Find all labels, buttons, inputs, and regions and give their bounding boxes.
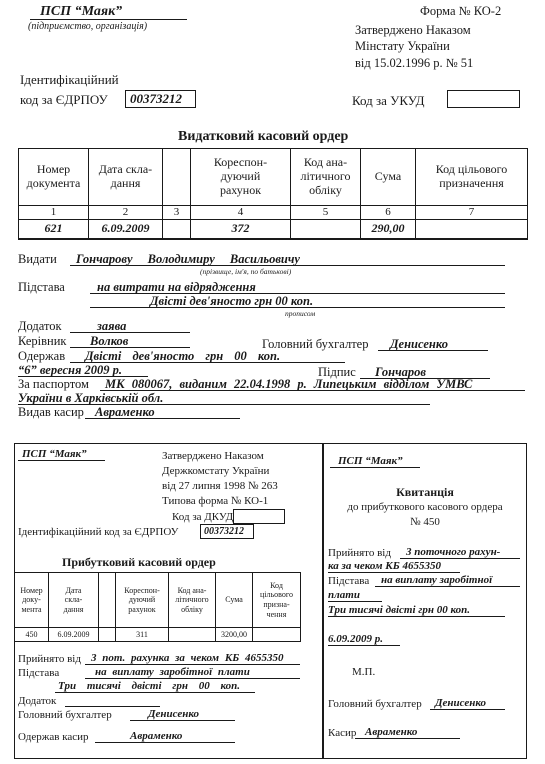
chief-accountant-label: Головний бухгалтер <box>328 698 422 710</box>
approval-line-2: Держкомстату України <box>162 465 270 477</box>
chief-accountant-value: Денисенко <box>390 337 448 351</box>
date-value: “6” вересня 2009 р. <box>18 363 123 377</box>
org-name: ПСП “Маяк” <box>22 448 87 460</box>
chief-accountant-value: Денисенко <box>148 708 200 720</box>
ukud-code-box <box>447 90 520 108</box>
amount-words-value: Три тисячі двісті грн 00 коп. <box>328 604 470 616</box>
cashier-label: Касир <box>328 727 357 739</box>
basis-label: Підстава <box>18 667 60 679</box>
edrpou-code: 00373212 <box>130 91 182 106</box>
received-from-value-1: 3 поточного рахун- <box>406 546 501 558</box>
passport-label: За паспортом <box>18 377 89 391</box>
column-number: 3 <box>163 206 191 220</box>
column-number: 1 <box>19 206 89 220</box>
dkud-label: Код за ДКУД <box>172 511 234 523</box>
approval-line-1: Затверджено Наказом <box>355 23 471 37</box>
director-line <box>70 334 190 348</box>
table-header-cell: Код цільового призначення <box>416 149 528 206</box>
org-name-line <box>330 455 420 468</box>
basis-value: на виплату заробітної плати <box>95 666 250 678</box>
edrpou-label: Ідентифікаційний код за ЄДРПОУ <box>18 526 179 538</box>
table-header-cell: Дата скла- дання <box>49 573 99 628</box>
table-header-row <box>19 149 528 206</box>
director-label: Керівник <box>18 334 67 348</box>
cashier-value: Авраменко <box>95 405 155 419</box>
table-row <box>19 220 528 239</box>
chief-accountant-line <box>378 337 488 351</box>
amount-words-line <box>90 294 505 308</box>
basis-line <box>90 280 505 294</box>
table-header-cell: Код ана- літичного обліку <box>291 149 361 206</box>
approval-line-4: Типова форма № КО-1 <box>162 495 269 507</box>
basis-value-2: плати <box>328 589 360 601</box>
table-header-cell: Кореспон- дуючий рахунок <box>116 573 169 628</box>
chief-accountant-line <box>130 708 235 721</box>
received-label: Одержав <box>18 349 66 363</box>
table-cell <box>99 628 116 642</box>
table-cell <box>253 628 301 642</box>
document-title: Прибутковий касовий ордер <box>62 555 216 569</box>
table-header-cell: Номер доку- мента <box>15 573 49 628</box>
column-number: 6 <box>361 206 416 220</box>
basis-line <box>375 574 520 587</box>
received-from-value: 3 пот. рахунка за чеком КБ 4655350 <box>91 652 284 664</box>
passport-line <box>100 377 525 391</box>
received-value: Двісті дев'яносто грн 00 коп. <box>85 349 281 363</box>
income-order-table <box>14 572 301 642</box>
table-header-cell: Код цільового призна- чення <box>253 573 301 628</box>
table-cell <box>291 220 361 239</box>
id-label-2: код за ЄДРПОУ <box>20 92 108 107</box>
form-number: Форма № КО-2 <box>420 4 502 18</box>
receipt-title: Квитанція <box>396 485 454 499</box>
column-number: 2 <box>89 206 163 220</box>
date-line <box>328 633 400 646</box>
cashier-line <box>85 405 240 419</box>
received-from-label: Прийнято від <box>18 653 81 665</box>
table-cell <box>163 220 191 239</box>
basis-value-1: на виплату заробітної <box>381 574 493 586</box>
table-cell: 372 <box>191 220 291 239</box>
id-label-1: Ідентифікаційний <box>20 72 119 87</box>
org-name-line <box>18 448 105 461</box>
pay-to-line <box>70 252 505 266</box>
chief-accountant-line <box>430 697 505 710</box>
amount-caption: прописом <box>285 309 316 318</box>
amount-words-value: Три тисячі двісті грн 00 коп. <box>58 680 240 692</box>
cashier-line <box>355 726 460 739</box>
date-value: 6.09.2009 р. <box>328 633 383 645</box>
passport-value-2: України в Харківській обл. <box>18 391 164 405</box>
table-cell: 621 <box>19 220 89 239</box>
table-header-cell: Сума <box>361 149 416 206</box>
receipt-number: № 450 <box>410 516 440 528</box>
attachment-line <box>65 694 160 707</box>
director-value: Волков <box>90 334 129 348</box>
received-line <box>70 349 345 363</box>
edrpou-code: 00373212 <box>204 526 244 537</box>
cashier-label: Одержав касир <box>18 731 89 743</box>
pay-to-value: Гончарову Володимиру Васильовичу <box>76 252 300 266</box>
table-header-cell: Кореспон- дуючий рахунок <box>191 149 291 206</box>
column-number: 4 <box>191 206 291 220</box>
passport-line-2 <box>18 391 430 405</box>
received-from-line <box>400 546 520 559</box>
column-number: 7 <box>416 206 528 220</box>
pay-to-caption: (прізвище, ім'я, по батькові) <box>200 267 292 276</box>
cashier-label: Видав касир <box>18 405 84 419</box>
table-header-cell <box>99 573 116 628</box>
receipt-subtitle: до прибуткового касового ордера <box>347 501 503 513</box>
basis-value: на витрати на відрядження <box>97 280 256 294</box>
tear-off-divider <box>322 443 324 759</box>
cashier-line <box>95 730 235 743</box>
expense-order-table <box>18 148 528 240</box>
dkud-code-box <box>233 509 285 524</box>
table-header-cell: Дата скла- дання <box>89 149 163 206</box>
table-header-row <box>15 573 301 628</box>
chief-accountant-label: Головний бухгалтер <box>18 709 112 721</box>
approval-line-3: від 15.02.1996 р. № 51 <box>355 56 474 70</box>
column-number: 5 <box>291 206 361 220</box>
table-row <box>15 628 301 642</box>
date-line <box>18 363 148 377</box>
table-header-cell <box>163 149 191 206</box>
approval-line-2: Мінстату України <box>355 39 450 53</box>
table-cell <box>416 220 528 239</box>
table-cell: 450 <box>15 628 49 642</box>
attachment-value: заява <box>97 319 127 333</box>
org-name-line <box>30 3 187 20</box>
cashier-value: Авраменко <box>130 730 183 742</box>
chief-accountant-label: Головний бухгалтер <box>262 337 369 351</box>
chief-accountant-value: Денисенко <box>435 697 487 709</box>
approval-line-3: від 27 липня 1998 № 263 <box>162 480 278 492</box>
attachment-label: Додаток <box>18 695 57 707</box>
org-name: ПСП “Маяк” <box>40 4 123 19</box>
basis-label: Підстава <box>18 280 65 294</box>
attachment-line <box>70 319 190 333</box>
basis-label: Підстава <box>328 575 370 587</box>
table-header-cell: Номер документа <box>19 149 89 206</box>
basis-line-2 <box>328 589 382 602</box>
table-cell: 290,00 <box>361 220 416 239</box>
approval-line-1: Затверджено Наказом <box>162 450 264 462</box>
table-cell: 6.09.2009 <box>89 220 163 239</box>
table-header-cell: Сума <box>216 573 253 628</box>
table-cell: 3200,00 <box>216 628 253 642</box>
table-cell: 311 <box>116 628 169 642</box>
attachment-label: Додаток <box>18 319 62 333</box>
amount-words-line <box>328 604 505 617</box>
org-name: ПСП “Маяк” <box>338 455 403 467</box>
received-from-value-2: ка за чеком КБ 4655350 <box>328 560 441 572</box>
amount-words-line <box>55 680 255 693</box>
received-from-line-2 <box>328 560 460 573</box>
basis-line <box>85 666 300 679</box>
signature-value: Гончаров <box>375 365 426 379</box>
received-from-label: Прийнято від <box>328 547 391 559</box>
amount-words-value: Двісті дев'яносто грн 00 коп. <box>150 294 314 308</box>
org-caption: (підприємство, організація) <box>28 21 148 32</box>
ukud-label: Код за УКУД <box>352 93 425 108</box>
edrpou-code-box <box>200 524 254 539</box>
table-cell <box>169 628 216 642</box>
cashier-value: Авраменко <box>365 726 418 738</box>
signature-label: Підпис <box>318 365 356 379</box>
received-from-line <box>85 652 300 665</box>
table-number-row <box>19 206 528 220</box>
pay-to-label: Видати <box>18 252 57 266</box>
document-title: Видатковий касовий ордер <box>178 129 349 144</box>
table-header-cell: Код ана- літичного обліку <box>169 573 216 628</box>
stamp-placeholder: М.П. <box>352 666 376 678</box>
passport-value: МК 080067, виданим 22.04.1998 р. Липецьким відділом УМВС <box>105 377 473 391</box>
table-cell: 6.09.2009 <box>49 628 99 642</box>
edrpou-code-box <box>125 90 196 108</box>
